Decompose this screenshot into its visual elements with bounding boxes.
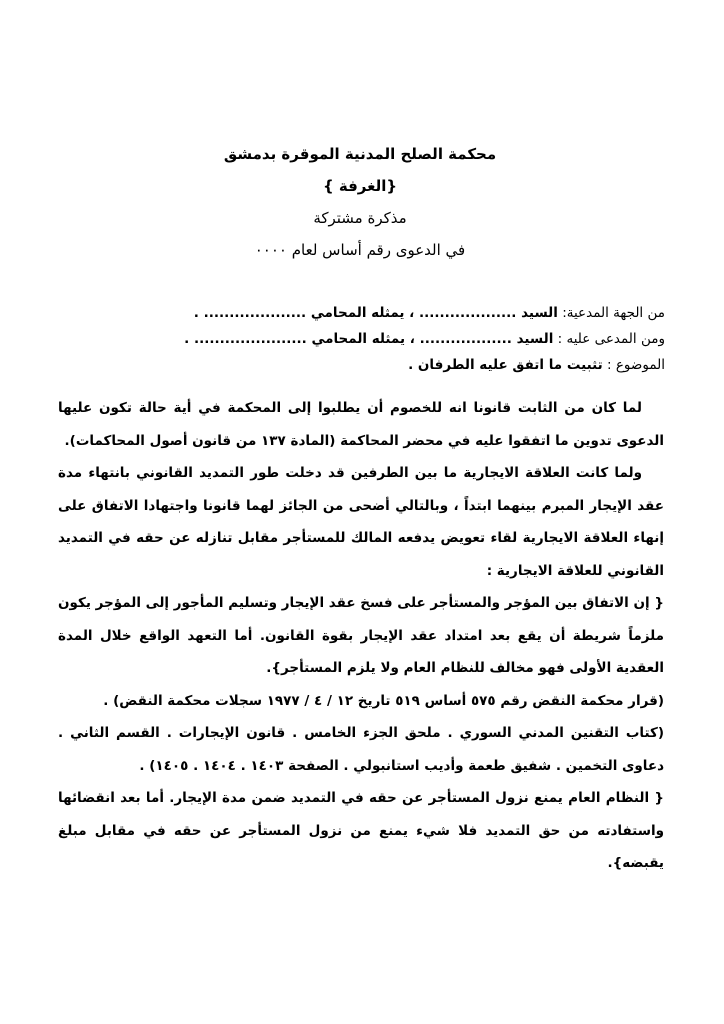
paragraph-public-order: { النظام العام يمنع نزول المستأجر عن حقه في التمديد ضمن مدة الإيجار. أما بعد انقضائها واستفادته من حق التمديد فلا شيء يمنع من نزول المستأجر عن حقه في مقابل مبلغ يقبضه}. bbox=[58, 790, 664, 871]
document-type: مذكرة مشتركة bbox=[313, 209, 407, 227]
defendant-label: ومن المدعى عليه : bbox=[557, 331, 665, 347]
case-number-line: في الدعوى رقم أساس لعام ٠٠٠٠ bbox=[254, 241, 466, 259]
paragraph-quote-cassation: { إن الاتفاق بين المؤجر والمستأجر على فسخ عقد الإيجار وتسليم المأجور إلى المؤجر يكون ملزماً شريطة أن يقع بعد امتداد عقد الإيجار بقوة القانون. أما التعهد الواقع خلال المدة العقدية الأولى فهو مخالف للنظام العام ولا يلزم المستأجر}. bbox=[58, 595, 664, 676]
plaintiff-value: السيد ................... ، يمثله المحامي .................... . bbox=[193, 305, 558, 321]
paragraph-legal-basis: لما كان من الثابت قانونا انه للخصوم أن يطلبوا إلى المحكمة في أية حالة تكون عليها الدعوى تدوين ما اتفقوا عليه في محضر المحاكمة (المادة ١٣٧ من قانون أصول المحاكمات). bbox=[58, 400, 664, 449]
defendant-value: السيد .................. ، يمثله المحامي ...................... . bbox=[184, 331, 554, 347]
subject-label: الموضوع : bbox=[607, 357, 665, 373]
court-name: محكمة الصلح المدنية الموقرة بدمشق bbox=[223, 145, 497, 163]
subject-line bbox=[85, 352, 665, 378]
document-header bbox=[200, 138, 520, 266]
paragraph-cassation-ref: (قرار محكمة النقض رقم ٥٧٥ أساس ٥١٩ تاريخ ١٢ / ٤ / ١٩٧٧ سجلات محكمة النقض) . bbox=[103, 692, 664, 709]
paragraph-book-ref: (كتاب التقنين المدني السوري . ملحق الجزء الخامس . قانون الإيجارات . القسم الثاني . دعاوى التخمين . شفيق طعمة وأديب استانبولي . الصفحة ١٤٠٣ . ١٤٠٤ . ١٤٠٥) . bbox=[58, 725, 664, 774]
parties-section bbox=[85, 300, 665, 378]
paragraph-lease-extension: ولما كانت العلاقة الايجارية ما بين الطرفين قد دخلت طور التمديد القانوني بانتهاء مدة عقد الإيجار المبرم بينهما ابتداً ، وبالتالي أضحى من الجائز لهما قانونا واجتهادا الاتفاق على إنهاء العلاقة الايجارية لقاء تعويض يدفعه المالك للمستأجر مقابل تنازله عن حقه في التمديد القانوني للعلاقة الايجارية : bbox=[58, 465, 664, 579]
room-line: {الغرفة } bbox=[322, 177, 398, 195]
plaintiff-label: من الجهة المدعية: bbox=[562, 305, 665, 321]
memo-body bbox=[58, 392, 664, 880]
plaintiff-line bbox=[85, 300, 665, 326]
defendant-line bbox=[85, 326, 665, 352]
subject-value: تثبيت ما اتفق عليه الطرفان . bbox=[408, 357, 603, 373]
